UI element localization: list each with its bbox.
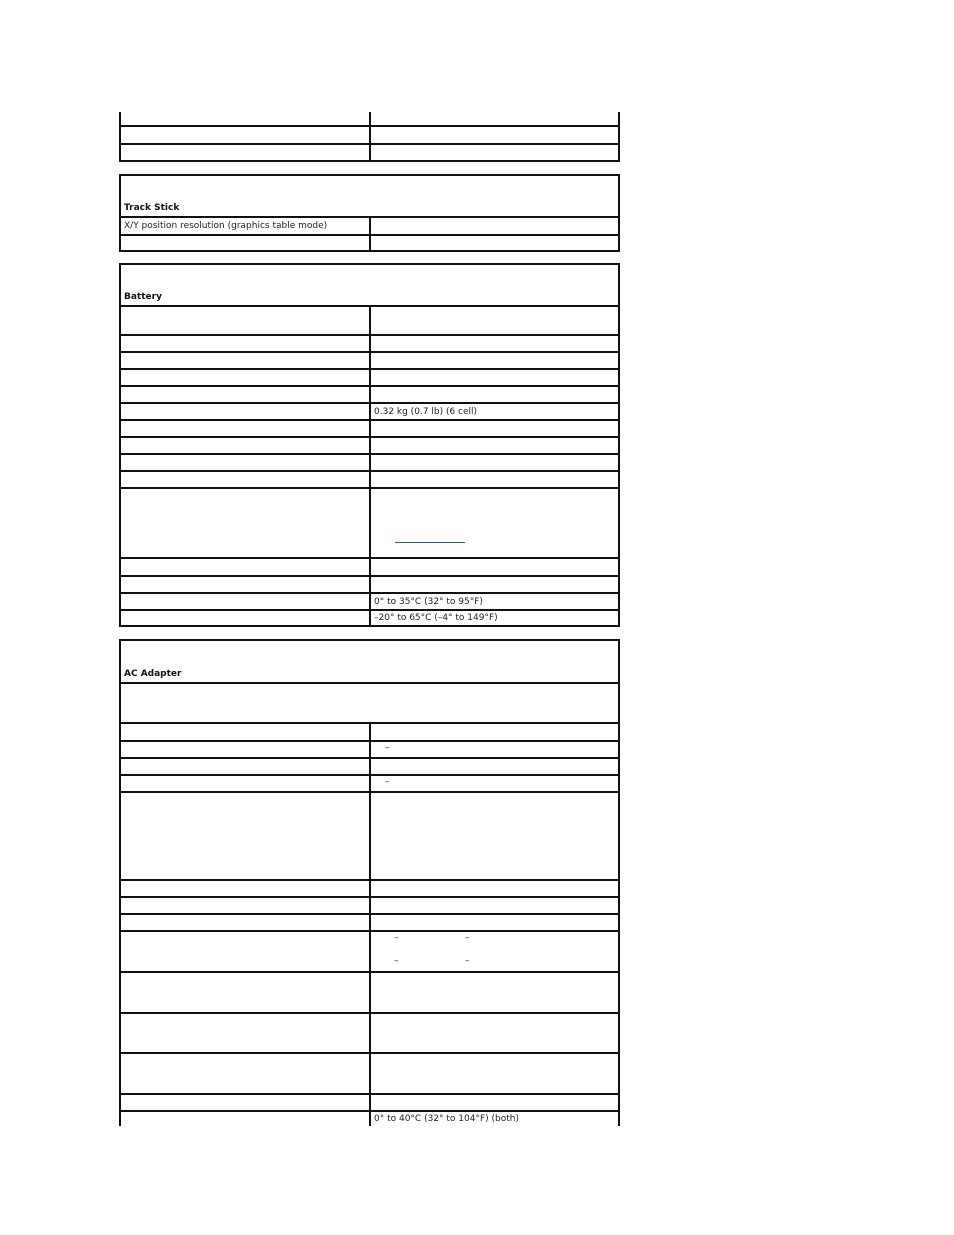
table-row (121, 216, 618, 234)
table-row (121, 592, 618, 609)
table-row (121, 722, 618, 740)
table-row (121, 609, 618, 625)
table-row (121, 1110, 618, 1126)
table-row (121, 930, 618, 971)
table-row (121, 791, 618, 879)
table-row (121, 971, 618, 1012)
xy-resolution-label: X/Y position resolution (graphics table mode) (124, 221, 328, 231)
table-row (121, 896, 618, 913)
battery-table (119, 263, 620, 627)
battery-weight-value: 0.32 kg (0.7 lb) (6 cell) (374, 406, 478, 417)
section-header-row (121, 265, 618, 305)
battery-link-underline[interactable] (395, 542, 465, 543)
section-header-row (121, 641, 618, 682)
table-row (121, 419, 618, 436)
range-dash: – (385, 743, 390, 753)
table-row (121, 740, 618, 757)
table-row (121, 234, 618, 250)
ac-operating-temp-value: 0° to 40°C (32° to 104°F) (both) (374, 1114, 520, 1124)
section-header-row (121, 176, 618, 216)
battery-storage-temp-value: –20° to 65°C (–4° to 149°F) (374, 613, 498, 623)
spec-table-fragment (119, 112, 620, 162)
range-dash: – (465, 956, 470, 966)
table-row (121, 487, 618, 557)
battery-title: Battery (124, 292, 162, 302)
range-dash: – (385, 777, 390, 787)
battery-operating-temp-value: 0° to 35°C (32° to 95°F) (374, 596, 483, 607)
track-stick-table (119, 174, 620, 252)
table-row (121, 1052, 618, 1093)
table-row (121, 402, 618, 419)
table-row (121, 557, 618, 575)
table-row (121, 1012, 618, 1052)
table-row (121, 913, 618, 930)
table-row (121, 112, 618, 125)
table-row (121, 453, 618, 470)
table-row (121, 879, 618, 896)
table-row (121, 774, 618, 791)
table-row (121, 385, 618, 402)
table-row (121, 143, 618, 160)
table-row (121, 351, 618, 368)
table-row (121, 470, 618, 487)
ac-adapter-table (119, 639, 620, 1126)
table-row (121, 682, 618, 722)
table-row (121, 305, 618, 334)
range-dash: – (394, 956, 399, 966)
table-row (121, 334, 618, 351)
track-stick-title: Track Stick (124, 203, 180, 213)
table-row (121, 575, 618, 592)
ac-adapter-title: AC Adapter (124, 669, 182, 679)
table-row (121, 1093, 618, 1110)
table-row (121, 125, 618, 143)
table-row (121, 436, 618, 453)
table-row (121, 757, 618, 774)
table-row (121, 368, 618, 385)
range-dash: – (394, 933, 399, 943)
range-dash: – (465, 933, 470, 943)
